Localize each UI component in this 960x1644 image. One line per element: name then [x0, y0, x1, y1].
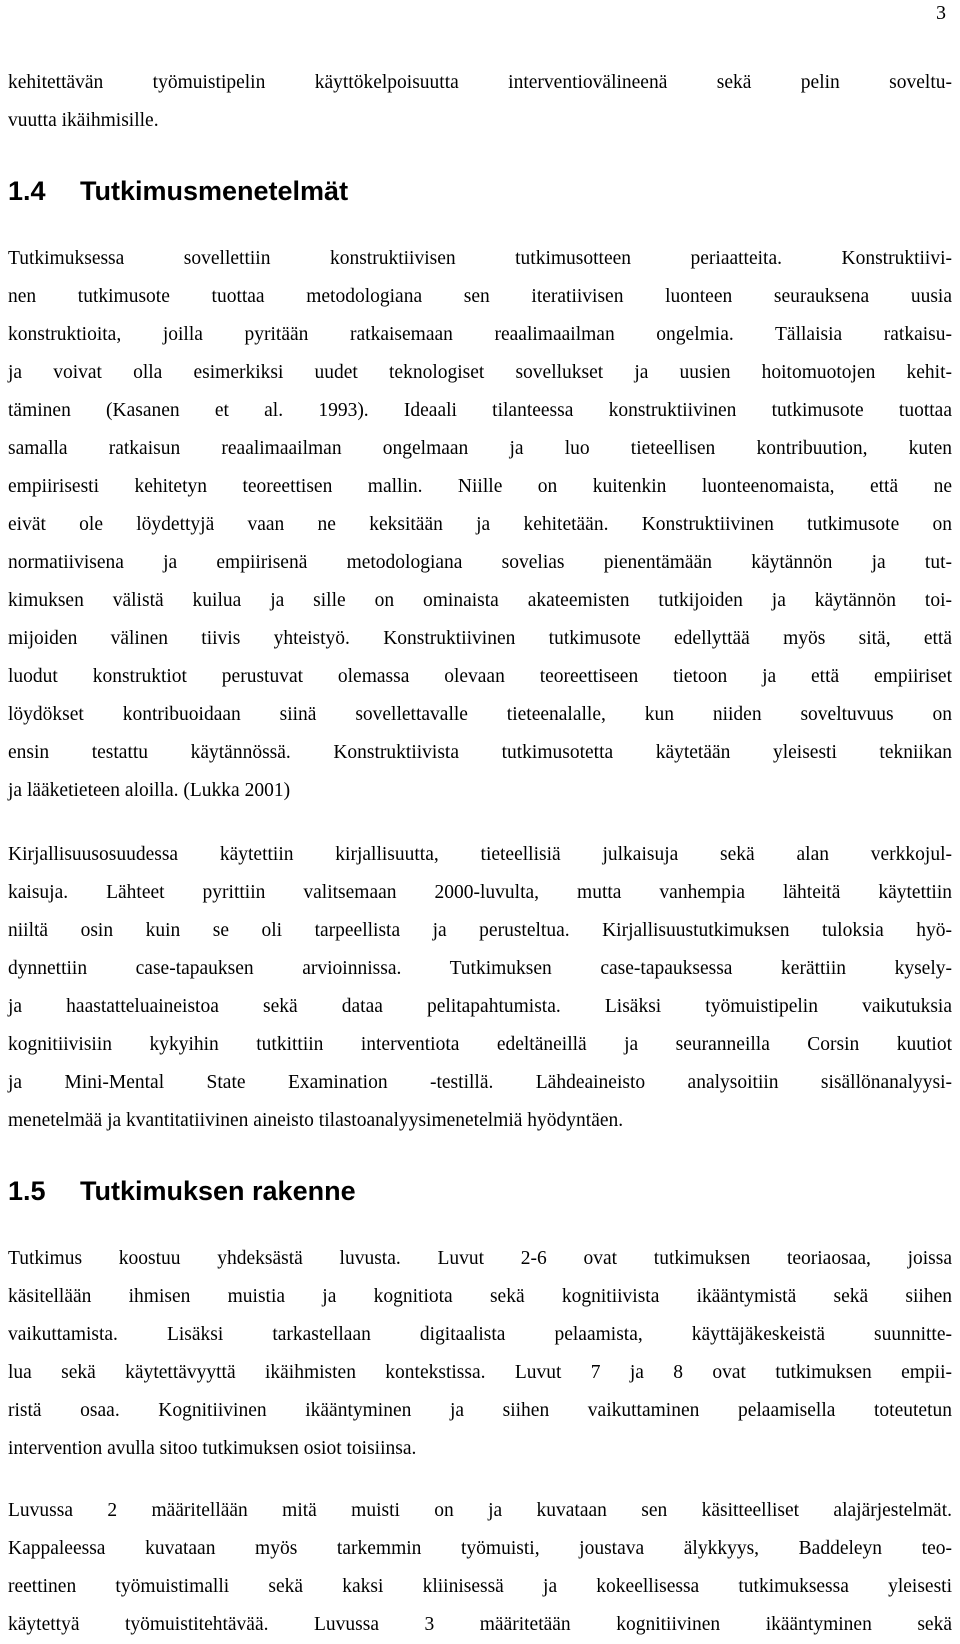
text-line: kaisuja. Lähteet pyrittiin valitsemaan 2000-luvulta, mutta vanhempia lähteitä käytettiin: [8, 882, 952, 903]
text-line: Luvussa 2 määritellään mitä muisti on ja kuvataan sen käsitteelliset alajärjestelmät.: [8, 1500, 952, 1521]
text-line: intervention avulla sitoo tutkimuksen osiot toisiinsa.: [8, 1438, 417, 1459]
section-title: Tutkimuksen rakenne: [80, 1176, 356, 1206]
text-line: vaikuttamista. Lisäksi tarkastellaan digitaalista pelaamista, käyttäjäkeskeistä suunnitte-: [8, 1324, 952, 1345]
text-line: nen tutkimusote tuottaa metodologiana sen iteratiivisen luonteen seurauksena uusia: [8, 286, 952, 307]
intro-paragraph: [8, 64, 952, 140]
paragraph-methods: [8, 240, 952, 810]
text-line: luodut konstruktiot perustuvat olemassa olevaan teoreettiseen tietoon ja että empiiriset: [8, 666, 952, 687]
section-number: 1.4: [8, 176, 46, 206]
text-line: kognitiivisiin kykyihin tutkittiin interventiota edeltäneillä ja seuranneilla Corsin kuutiot: [8, 1034, 952, 1055]
text-line: mijoiden välinen tiivis yhteistyö. Konstruktiivinen tutkimusote edellyttää myös sitä, että: [8, 628, 952, 649]
text-line: dynnettiin case-tapauksen arvioinnissa. Tutkimuksen case-tapauksessa kerättiin kysely-: [8, 958, 952, 979]
text-line: täminen (Kasanen et al. 1993). Ideaali tilanteessa konstruktiivinen tutkimusote tuottaa: [8, 400, 952, 421]
text-line: menetelmää ja kvantitatiivinen aineisto tilastoanalyysimenetelmiä hyödyntäen.: [8, 1110, 624, 1131]
text-line: samalla ratkaisun reaalimaailman ongelmaan ja luo tieteellisen kontribuution, kuten: [8, 438, 952, 459]
text-line: Tutkimus koostuu yhdeksästä luvusta. Luvut 2-6 ovat tutkimuksen teoriaosaa, joissa: [8, 1248, 952, 1269]
text-line: ja Mini-Mental State Examination -testillä. Lähdeaineisto analysoitiin sisällönanalyysi-: [8, 1072, 952, 1093]
section-heading-1-5: [8, 1176, 356, 1207]
text-line: ja lääketieteen aloilla. (Lukka 2001): [8, 780, 291, 801]
text-line: normatiivisena ja empiirisenä metodologiana sovelias pienentämään käytännön ja tut-: [8, 552, 952, 573]
page-number: 3: [936, 2, 946, 24]
text-line: käytettyä työmuistitehtävää. Luvussa 3 määritetään kognitiivinen ikääntyminen sekä: [8, 1614, 952, 1635]
text-line: Kappaleessa kuvataan myös tarkemmin työmuisti, joustava älykkyys, Baddeleyn teo-: [8, 1538, 952, 1559]
text-line: reettinen työmuistimalli sekä kaksi kliinisessä ja kokeellisessa tutkimuksessa yleisesti: [8, 1576, 952, 1597]
text-line: kimuksen välistä kuilua ja sille on ominaista akateemisten tutkijoiden ja käytännön toi-: [8, 590, 952, 611]
text-line: ja voivat olla esimerkiksi uudet teknologiset sovellukset ja uusien hoitomuotojen kehit-: [8, 362, 952, 383]
paragraph-chapter-2: [8, 1492, 952, 1644]
text-line: empiirisesti kehitetyn teoreettisen mallin. Niille on kuitenkin luonteenomaista, että ne: [8, 476, 952, 497]
text-line: ensin testattu käytännössä. Konstruktiivista tutkimusotetta käytetään yleisesti tekniikan: [8, 742, 952, 763]
text-line: Kirjallisuusosuudessa käytettiin kirjallisuutta, tieteellisiä julkaisuja sekä alan verkkojul-: [8, 844, 952, 865]
text-line: lua sekä käytettävyyttä ikäihmisten kontekstissa. Luvut 7 ja 8 ovat tutkimuksen empii-: [8, 1362, 952, 1383]
text-line: ristä osaa. Kognitiivinen ikääntyminen ja siihen vaikuttaminen pelaamisella toteutetun: [8, 1400, 952, 1421]
paragraph-literature: [8, 836, 952, 1140]
section-title: Tutkimusmenetelmät: [80, 176, 349, 206]
text-line: Tutkimuksessa sovellettiin konstruktiivisen tutkimusotteen periaatteita. Konstruktiivi-: [8, 248, 952, 269]
text-line: käsitellään ihmisen muistia ja kognitiota sekä kognitiivista ikääntymistä sekä siihen: [8, 1286, 952, 1307]
text-line: löydökset kontribuoidaan siinä sovellettavalle tieteenalalle, kun niiden soveltuvuus on: [8, 704, 952, 725]
text-line: eivät ole löydettyjä vaan ne keksitään ja kehitetään. Konstruktiivinen tutkimusote on: [8, 514, 952, 535]
section-heading-1-4: [8, 176, 348, 207]
paragraph-structure: [8, 1240, 952, 1468]
text-line: kehitettävän työmuistipelin käyttökelpoisuutta interventiovälineenä sekä pelin soveltu-: [8, 72, 952, 93]
text-line: vuutta ikäihmisille.: [8, 110, 159, 131]
text-line: niiltä osin kuin se oli tarpeellista ja perusteltua. Kirjallisuustutkimuksen tuloksia hyö-: [8, 920, 952, 941]
section-number: 1.5: [8, 1176, 46, 1206]
text-line: konstruktioita, joilla pyritään ratkaisemaan reaalimaailman ongelmia. Tällaisia ratkaisu-: [8, 324, 952, 345]
text-line: ja haastatteluaineistoa sekä dataa pelitapahtumista. Lisäksi työmuistipelin vaikutuksia: [8, 996, 952, 1017]
